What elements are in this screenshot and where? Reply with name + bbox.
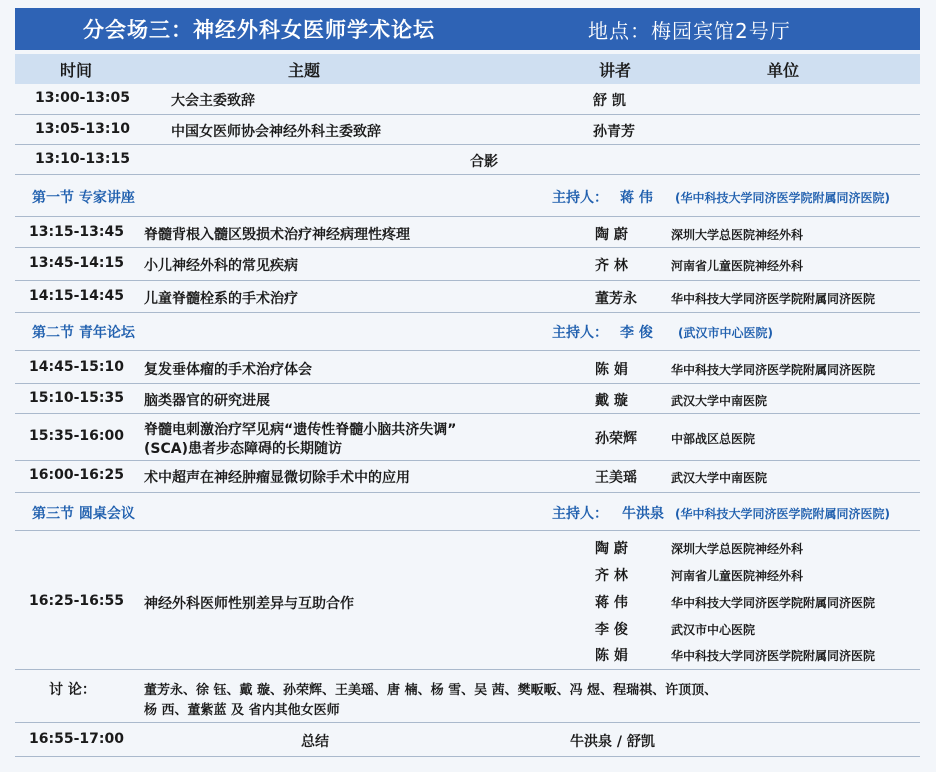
row-time: 13:45-14:15 bbox=[29, 255, 124, 271]
row-speaker: 孙荣辉 bbox=[595, 431, 637, 447]
host-institution: (华中科技大学同济医学院附属同济医院) bbox=[675, 507, 890, 521]
row-time: 16:00-16:25 bbox=[29, 467, 124, 483]
row-speaker: 舒 凯 bbox=[593, 93, 626, 109]
panel-unit: 华中科技大学同济医学院附属同济医院 bbox=[671, 649, 876, 663]
row-topic: 神经外科医师性别差异与互助合作 bbox=[144, 596, 354, 612]
host-institution: (华中科技大学同济医学院附属同济医院) bbox=[675, 191, 890, 205]
row-topic: 复发垂体瘤的手术治疗体会 bbox=[144, 362, 312, 378]
host-institution: (武汉市中心医院) bbox=[678, 326, 773, 340]
row-speaker: 齐 林 bbox=[595, 258, 628, 274]
host-name: 蒋 伟 bbox=[620, 190, 653, 206]
location: 地点：梅园宾馆2号厅 bbox=[588, 18, 791, 43]
row-unit: 华中科技大学同济医学院附属同济医院 bbox=[671, 363, 876, 377]
discussion-participants-line2: 杨 西、董紫蓝 及 省内其他女医师 bbox=[144, 703, 340, 718]
row-topic: 术中超声在神经肿瘤显微切除手术中的应用 bbox=[144, 470, 410, 486]
row-speaker: 陈 娟 bbox=[595, 362, 628, 378]
panel-speaker: 陶 蔚 bbox=[595, 541, 628, 557]
host-label: 主持人： bbox=[552, 190, 608, 206]
section-title: 第三节 圆桌会议 bbox=[32, 506, 135, 522]
row-time: 15:10-15:35 bbox=[29, 390, 124, 406]
column-header-row bbox=[15, 54, 920, 84]
row-time: 13:00-13:05 bbox=[35, 90, 130, 106]
row-time: 16:55-17:00 bbox=[29, 731, 124, 747]
row-topic: 脊髓背根入髓区毁损术治疗神经病理性疼理 bbox=[144, 227, 410, 243]
col-topic: 主题 bbox=[288, 61, 321, 80]
row-topic: 脊髓电刺激治疗罕见病“遗传性脊髓小脑共济失调” bbox=[144, 422, 457, 438]
row-time: 13:15-13:45 bbox=[29, 224, 124, 240]
row-unit: 武汉大学中南医院 bbox=[671, 471, 768, 485]
host-label: 主持人： bbox=[552, 325, 608, 341]
forum-title: 分会场三：神经外科女医师学术论坛 bbox=[83, 18, 435, 42]
section-title: 第二节 青年论坛 bbox=[32, 325, 135, 341]
row-topic: 小儿神经外科的常见疾病 bbox=[144, 258, 298, 274]
row-topic: 大会主委致辞 bbox=[171, 93, 255, 109]
panel-unit: 武汉市中心医院 bbox=[671, 623, 756, 637]
title-bar bbox=[15, 8, 920, 50]
panel-speaker: 齐 林 bbox=[595, 568, 628, 584]
host-name: 牛洪泉 bbox=[622, 506, 664, 522]
row-topic: 儿童脊髓栓系的手术治疗 bbox=[144, 291, 298, 307]
row-time: 15:35-16:00 bbox=[29, 428, 124, 444]
row-unit: 武汉大学中南医院 bbox=[671, 394, 768, 408]
section-title: 第一节 专家讲座 bbox=[32, 190, 135, 206]
row-unit: 深圳大学总医院神经外科 bbox=[671, 228, 804, 242]
row-speaker: 戴 璇 bbox=[595, 393, 628, 409]
row-speaker: 董芳永 bbox=[595, 291, 637, 307]
row-unit: 中部战区总医院 bbox=[671, 432, 756, 446]
row-time: 14:15-14:45 bbox=[29, 288, 124, 304]
row-topic-line2: (SCA)患者步态障碍的长期随访 bbox=[144, 441, 342, 457]
discussion-label: 讨 论： bbox=[49, 682, 96, 698]
col-unit: 单位 bbox=[767, 61, 800, 80]
row-speaker: 牛洪泉 / 舒凯 bbox=[570, 734, 655, 750]
col-speaker: 讲者 bbox=[599, 61, 632, 80]
row-topic: 脑类器官的研究进展 bbox=[144, 393, 270, 409]
panel-unit: 深圳大学总医院神经外科 bbox=[671, 542, 804, 556]
row-speaker: 陶 蔚 bbox=[595, 227, 628, 243]
row-topic: 合影 bbox=[470, 154, 498, 170]
row-time: 14:45-15:10 bbox=[29, 359, 124, 375]
row-time: 16:25-16:55 bbox=[29, 593, 124, 609]
row-time: 13:10-13:15 bbox=[35, 151, 130, 167]
discussion-participants: 董芳永、徐 钰、戴 璇、孙荣辉、王美瑶、唐 楠、杨 雪、吴 茜、樊畈畈、冯 煜、程瑞祺、许顶顶、 bbox=[144, 683, 718, 698]
row-unit: 华中科技大学同济医学院附属同济医院 bbox=[671, 292, 876, 306]
row-speaker: 王美瑶 bbox=[595, 470, 637, 486]
row-speaker: 孙青芳 bbox=[593, 124, 635, 140]
col-time: 时间 bbox=[60, 61, 93, 80]
panel-speaker: 陈 娟 bbox=[595, 648, 628, 664]
row-topic: 中国女医师协会神经外科主委致辞 bbox=[171, 124, 381, 140]
row-time: 13:05-13:10 bbox=[35, 121, 130, 137]
panel-speaker: 蒋 伟 bbox=[595, 595, 628, 611]
row-unit: 河南省儿童医院神经外科 bbox=[671, 259, 804, 273]
host-name: 李 俊 bbox=[620, 325, 653, 341]
panel-unit: 河南省儿童医院神经外科 bbox=[671, 569, 804, 583]
row-topic: 总结 bbox=[301, 734, 329, 750]
panel-speaker: 李 俊 bbox=[595, 622, 628, 638]
panel-unit: 华中科技大学同济医学院附属同济医院 bbox=[671, 596, 876, 610]
host-label: 主持人： bbox=[552, 506, 608, 522]
